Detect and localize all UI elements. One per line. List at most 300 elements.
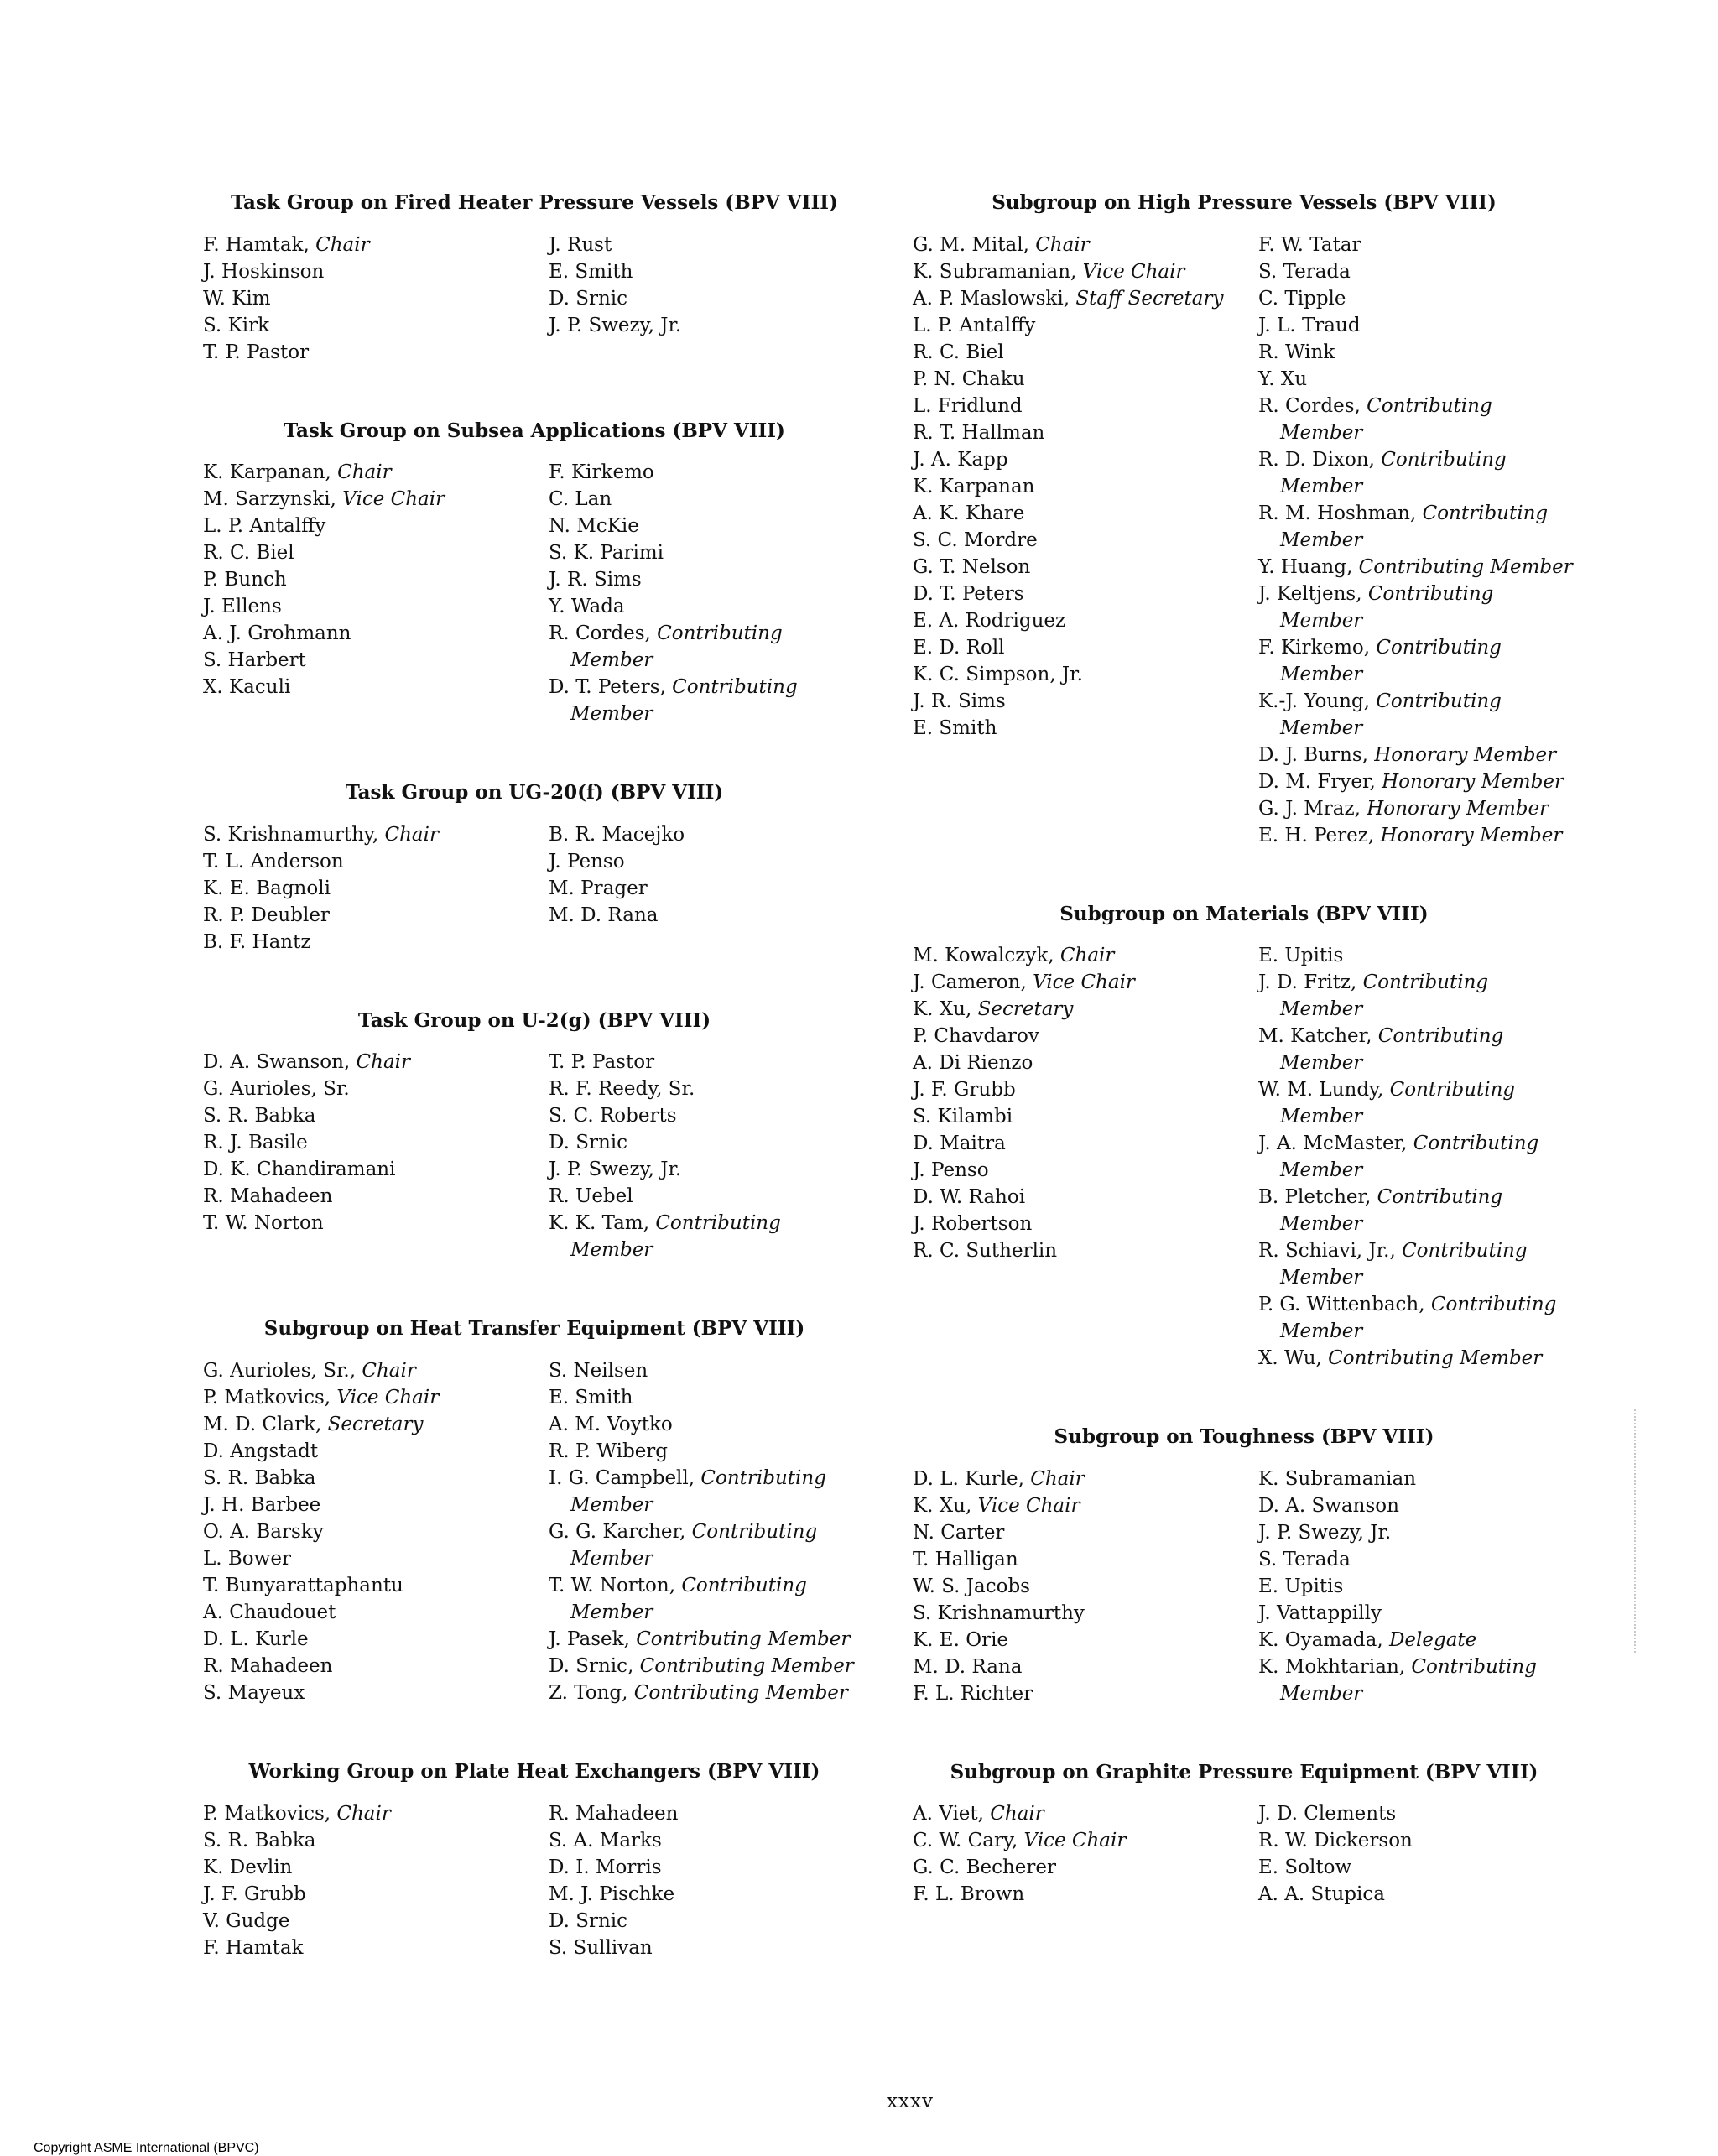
member-name: R. Mahadeen <box>549 1802 679 1825</box>
committee-title: Task Group on U-2(g) (BPV VIII) <box>357 1008 711 1032</box>
member-entry <box>1258 1492 1575 1519</box>
member-role: Chair <box>315 233 370 256</box>
member-entry <box>203 620 549 647</box>
member-name: P. G. Wittenbach <box>1258 1294 1419 1316</box>
member-entry: M. Sarzynski, Vice Chair <box>203 488 445 511</box>
committee-section <box>203 781 866 956</box>
member-name: D. A. Swanson <box>203 1051 344 1074</box>
member-role: Contributing Member <box>1280 1655 1537 1705</box>
member-role: Contributing Member <box>570 676 798 726</box>
member-column <box>1258 1800 1575 1908</box>
member-role: Honorary Member <box>1382 770 1564 793</box>
member-entry: W. M. Lundy, Contributing Member <box>1258 1079 1516 1128</box>
member-entry <box>913 366 1258 393</box>
member-column <box>1258 232 1575 849</box>
member-entry <box>203 1572 549 1599</box>
member-name: S. Mayeux <box>203 1681 305 1704</box>
member-name: S. R. Babka <box>203 1105 316 1127</box>
member-name: S. Sullivan <box>549 1936 653 1959</box>
member-entry <box>549 258 866 285</box>
member-entry <box>913 1854 1258 1881</box>
committee-section <box>913 191 1575 849</box>
member-entry <box>913 1049 1258 1076</box>
member-list <box>913 942 1575 1372</box>
member-entry <box>913 339 1258 366</box>
member-name: R. P. Wiberg <box>549 1440 669 1462</box>
member-entry <box>549 566 866 593</box>
member-entry <box>203 875 549 902</box>
member-entry: Y. Huang, Contributing Member <box>1258 555 1573 578</box>
member-name: Z. Tong <box>549 1681 622 1704</box>
member-name: A. Chaudouet <box>203 1601 336 1623</box>
member-entry <box>203 929 549 956</box>
member-role: Contributing Member <box>1280 690 1502 739</box>
member-name: P. Matkovics <box>203 1386 325 1409</box>
member-name: E. Smith <box>549 1386 633 1409</box>
member-entry <box>1258 312 1575 339</box>
member-entry <box>549 1129 866 1156</box>
member-column <box>1258 942 1575 1372</box>
member-name: R. C. Biel <box>913 341 1004 363</box>
member-entry <box>913 715 1258 742</box>
member-name: J. Pasek <box>549 1627 624 1650</box>
member-list <box>203 821 866 956</box>
member-name: A. Di Rienzo <box>913 1052 1033 1075</box>
member-entry <box>1258 285 1575 312</box>
member-name: T. P. Pastor <box>203 341 310 363</box>
member-role: Vice Chair <box>336 1386 440 1409</box>
member-name: J. Robertson <box>913 1213 1033 1236</box>
member-name: S. Neilsen <box>549 1359 648 1382</box>
member-entry <box>1258 1827 1575 1854</box>
member-name: M. J. Pischke <box>549 1883 675 1905</box>
member-role: Contributing Member <box>1280 1186 1503 1236</box>
member-name: J. F. Grubb <box>203 1883 306 1905</box>
member-name: S. Terada <box>1258 1548 1351 1570</box>
member-name: E. Upitis <box>1258 945 1344 967</box>
member-entry: G. Aurioles, Sr., Chair <box>203 1359 416 1382</box>
member-name: S. R. Babka <box>203 1829 316 1851</box>
member-role: Contributing Member <box>570 1466 826 1516</box>
member-name: R. Cordes <box>1258 394 1355 417</box>
member-entry <box>203 1075 549 1102</box>
member-name: J. D. Clements <box>1258 1803 1397 1825</box>
member-role: Contributing Member <box>570 1212 781 1262</box>
member-role: Contributing Member <box>633 1681 848 1704</box>
member-column <box>549 459 866 727</box>
member-name: D. M. Fryer <box>1258 770 1370 793</box>
member-name: J. Penso <box>549 850 625 872</box>
member-name: E. Upitis <box>1258 1575 1344 1597</box>
member-entry <box>913 1653 1258 1680</box>
member-name: J. H. Barbee <box>203 1493 321 1516</box>
member-role: Secretary <box>977 998 1074 1021</box>
member-name: K. Xu <box>913 1494 966 1517</box>
member-name: D. W. Rahoi <box>913 1186 1026 1209</box>
member-role: Contributing Member <box>639 1654 854 1677</box>
member-name: F. Hamtak <box>203 233 304 256</box>
member-entry <box>913 1680 1258 1707</box>
member-entry: P. G. Wittenbach, Contributing Member <box>1258 1294 1557 1343</box>
member-entry <box>549 593 866 620</box>
member-entry: A. Viet, Chair <box>913 1803 1044 1825</box>
member-name: D. Srnic <box>549 1909 628 1932</box>
member-name: L. P. Antalffy <box>203 515 326 538</box>
member-entry <box>913 607 1258 634</box>
committee-title: Task Group on Fired Heater Pressure Vessels (BPV VIII) <box>231 191 838 214</box>
member-name: B. R. Macejko <box>549 823 685 846</box>
member-entry <box>913 1103 1258 1130</box>
member-name: M. Sarzynski <box>203 488 331 511</box>
member-entry <box>549 821 866 848</box>
member-entry: D. T. Peters, Contributing Member <box>549 676 798 726</box>
member-entry <box>203 513 549 539</box>
member-name: C. Lan <box>549 488 612 511</box>
member-entry <box>549 1384 866 1411</box>
member-role: Chair <box>336 1802 391 1825</box>
member-entry <box>1258 1466 1575 1492</box>
member-role: Honorary Member <box>1367 797 1549 820</box>
member-role: Contributing Member <box>1280 971 1489 1021</box>
member-entry <box>1258 942 1575 969</box>
member-entry: P. Matkovics, Vice Chair <box>203 1386 440 1409</box>
member-role: Chair <box>1035 233 1090 256</box>
member-name: G. G. Karcher <box>549 1520 680 1543</box>
member-entry: J. A. McMaster, Contributing Member <box>1258 1133 1539 1182</box>
member-role: Delegate <box>1388 1628 1477 1651</box>
member-name: L. Fridlund <box>913 394 1023 417</box>
committee-section <box>203 191 866 366</box>
member-name: K. Devlin <box>203 1856 293 1878</box>
member-entry: R. Cordes, Contributing Member <box>549 622 783 672</box>
member-entry <box>203 902 549 929</box>
member-name: J. Ellens <box>203 596 282 618</box>
member-entry <box>913 1076 1258 1103</box>
member-entry <box>913 500 1258 527</box>
member-name: W. M. Lundy <box>1258 1079 1377 1101</box>
member-name: C. W. Cary <box>913 1830 1012 1852</box>
member-entry <box>1258 1519 1575 1546</box>
member-entry <box>549 285 866 312</box>
committee-section <box>913 1425 1575 1707</box>
member-name: O. A. Barsky <box>203 1520 324 1543</box>
member-role: Contributing Member <box>1280 394 1492 444</box>
member-entry <box>1258 366 1575 393</box>
member-name: D. Angstadt <box>203 1440 319 1462</box>
member-entry <box>549 1800 866 1827</box>
member-list <box>203 1049 866 1263</box>
member-name: A. A. Stupica <box>1258 1883 1385 1906</box>
member-entry: J. D. Fritz, Contributing Member <box>1258 971 1489 1021</box>
member-entry <box>203 1438 549 1465</box>
member-name: G. T. Nelson <box>913 555 1031 578</box>
member-role: Contributing Member <box>570 622 783 672</box>
member-entry <box>1258 1800 1575 1827</box>
member-entry <box>913 1211 1258 1237</box>
member-name: F. Kirkemo <box>1258 636 1364 659</box>
member-role: Contributing Member <box>1280 502 1549 551</box>
member-name: K. Karpanan <box>913 475 1035 497</box>
copyright-notice: Copyright ASME International (BPVC) <box>34 2141 259 2155</box>
member-name: J. A. McMaster <box>1258 1133 1402 1155</box>
member-entry: D. J. Burns, Honorary Member <box>1258 743 1557 766</box>
member-name: R. Cordes <box>549 622 645 645</box>
member-entry: C. W. Cary, Vice Chair <box>913 1830 1127 1852</box>
member-name: R. Mahadeen <box>203 1185 333 1208</box>
member-name: G. Aurioles, Sr. <box>203 1078 350 1101</box>
member-role: Chair <box>362 1359 416 1382</box>
member-column <box>549 1800 866 1961</box>
member-name: A. M. Voytko <box>549 1413 673 1435</box>
member-entry <box>203 1183 549 1210</box>
member-entry: K. Xu, Secretary <box>913 998 1074 1021</box>
member-entry: J. Pasek, Contributing Member <box>549 1627 851 1650</box>
member-name: K. Mokhtarian <box>1258 1655 1399 1678</box>
member-name: D. Srnic <box>549 1654 628 1677</box>
member-entry <box>549 1854 866 1881</box>
member-name: J. A. Kapp <box>913 448 1008 471</box>
member-entry <box>203 566 549 593</box>
member-name: K. Karpanan <box>203 461 325 484</box>
member-name: J. R. Sims <box>913 690 1006 712</box>
member-name: K. Subramanian <box>1258 1467 1417 1490</box>
member-role: Vice Chair <box>1033 971 1135 994</box>
member-list <box>203 1357 866 1706</box>
member-name: S. C. Roberts <box>549 1105 677 1127</box>
member-entry <box>549 1935 866 1961</box>
member-role: Chair <box>384 823 439 846</box>
member-entry: F. Kirkemo, Contributing Member <box>1258 636 1502 685</box>
member-entry: M. Katcher, Contributing Member <box>1258 1025 1504 1075</box>
member-name: J. P. Swezy, Jr. <box>549 1159 682 1181</box>
member-entry: K. Mokhtarian, Contributing Member <box>1258 1655 1537 1705</box>
committee-title: Subgroup on Toughness (BPV VIII) <box>1054 1425 1434 1449</box>
member-role: Contributing Member <box>1280 1079 1516 1128</box>
member-name: G. M. Mital <box>913 233 1023 256</box>
member-entry <box>913 1130 1258 1157</box>
member-entry <box>203 1881 549 1908</box>
member-name: B. Pletcher <box>1258 1186 1365 1209</box>
member-entry <box>549 1156 866 1183</box>
member-name: E. Smith <box>913 716 997 739</box>
member-entry <box>913 1881 1258 1908</box>
member-name: E. Soltow <box>1258 1857 1352 1879</box>
member-role: Honorary Member <box>1374 743 1557 766</box>
committee-title: Subgroup on Graphite Pressure Equipment (BPV VIII) <box>950 1760 1538 1784</box>
member-entry <box>1258 1546 1575 1573</box>
member-entry <box>913 1237 1258 1264</box>
member-name: J. L. Traud <box>1258 314 1361 336</box>
member-entry <box>549 1102 866 1129</box>
member-entry: S. Krishnamurthy, Chair <box>203 823 439 846</box>
member-entry: X. Wu, Contributing Member <box>1258 1347 1543 1370</box>
right-column <box>913 191 1575 1961</box>
member-name: K. K. Tam <box>549 1212 643 1235</box>
member-entry: G. J. Mraz, Honorary Member <box>1258 797 1549 820</box>
member-entry: G. M. Mital, Chair <box>913 233 1090 256</box>
member-entry <box>913 634 1258 661</box>
member-name: J. R. Sims <box>549 569 642 591</box>
member-entry <box>549 1075 866 1102</box>
member-name: G. J. Mraz <box>1258 797 1355 820</box>
member-name: J. Hoskinson <box>203 260 325 283</box>
member-name: T. P. Pastor <box>549 1051 655 1074</box>
member-name: V. Gudge <box>203 1909 290 1932</box>
member-entry <box>913 554 1258 581</box>
member-name: Y. Xu <box>1258 367 1308 390</box>
member-entry <box>203 1599 549 1626</box>
member-entry: A. P. Maslowski, Staff Secretary <box>913 287 1224 310</box>
member-name: D. I. Morris <box>549 1856 662 1878</box>
member-name: M. D. Rana <box>913 1655 1023 1678</box>
member-entry: D. A. Swanson, Chair <box>203 1051 411 1074</box>
member-role: Contributing Member <box>1280 636 1502 685</box>
member-list <box>203 1800 866 1961</box>
member-name: S. R. Babka <box>203 1466 316 1489</box>
member-entry <box>913 688 1258 715</box>
member-entry: J. Keltjens, Contributing Member <box>1258 582 1494 632</box>
member-entry: P. Matkovics, Chair <box>203 1802 391 1825</box>
member-column <box>913 1466 1258 1707</box>
member-name: J. F. Grubb <box>913 1079 1016 1101</box>
member-name: I. G. Campbell <box>549 1466 689 1489</box>
member-name: K. Subramanian <box>913 260 1071 283</box>
member-entry <box>549 1411 866 1438</box>
member-role: Contributing Member <box>1280 582 1494 632</box>
member-name: E. D. Roll <box>913 636 1005 659</box>
member-entry: F. Hamtak, Chair <box>203 233 370 256</box>
left-column <box>203 191 866 2015</box>
member-entry <box>203 285 549 312</box>
member-entry <box>203 1679 549 1706</box>
member-entry <box>549 1881 866 1908</box>
member-entry <box>203 1156 549 1183</box>
member-entry <box>549 1438 866 1465</box>
member-name: D. L. Kurle <box>203 1627 309 1650</box>
member-name: R. M. Hoshman <box>1258 502 1410 524</box>
member-entry: K. Subramanian, Vice Chair <box>913 260 1185 283</box>
member-name: J. Penso <box>913 1159 989 1182</box>
member-name: L. Bower <box>203 1547 291 1570</box>
member-column <box>549 821 866 956</box>
member-entry <box>913 473 1258 500</box>
member-role: Contributing Member <box>1358 555 1573 578</box>
member-entry <box>913 1184 1258 1211</box>
member-name: F. Kirkemo <box>549 461 654 484</box>
member-name: D. J. Burns <box>1258 743 1362 766</box>
member-role: Chair <box>1030 1467 1085 1490</box>
member-entry <box>203 1626 549 1653</box>
member-list <box>913 232 1575 849</box>
member-entry <box>203 258 549 285</box>
member-name: N. Carter <box>913 1521 1005 1544</box>
member-name: E. Smith <box>549 260 633 283</box>
member-list <box>203 232 866 366</box>
member-name: R. J. Basile <box>203 1132 308 1154</box>
member-column <box>913 942 1258 1372</box>
committee-title: Subgroup on High Pressure Vessels (BPV VIII) <box>992 191 1497 214</box>
member-role: Chair <box>337 461 392 484</box>
member-name: F. L. Brown <box>913 1883 1025 1906</box>
member-role: Secretary <box>327 1413 424 1435</box>
committee-title: Subgroup on Heat Transfer Equipment (BPV VIII) <box>263 1317 805 1341</box>
member-entry <box>203 339 549 366</box>
member-entry <box>203 1465 549 1492</box>
member-entry: K. Oyamada, Delegate <box>1258 1628 1477 1651</box>
member-list <box>913 1800 1575 1908</box>
member-entry: I. G. Campbell, Contributing Member <box>549 1466 826 1516</box>
member-name: D. Srnic <box>549 287 628 310</box>
member-name: A. P. Maslowski <box>913 287 1064 310</box>
member-name: W. Kim <box>203 287 271 310</box>
member-role: Staff Secretary <box>1075 287 1224 310</box>
member-name: R. Wink <box>1258 341 1335 363</box>
member-name: M. Prager <box>549 877 648 899</box>
member-name: R. Schiavi, Jr. <box>1258 1240 1390 1263</box>
member-name: T. L. Anderson <box>203 850 344 872</box>
member-list <box>203 459 866 727</box>
member-entry <box>549 875 866 902</box>
member-name: P. Bunch <box>203 569 287 591</box>
member-entry <box>203 312 549 339</box>
member-name: D. Srnic <box>549 1132 628 1154</box>
member-name: D. K. Chandiramani <box>203 1159 396 1181</box>
member-entry <box>913 1519 1258 1546</box>
member-name: F. L. Richter <box>913 1682 1033 1705</box>
member-name: X. Wu <box>1258 1347 1316 1370</box>
committee-title: Task Group on UG-20(f) (BPV VIII) <box>345 781 724 805</box>
member-name: B. F. Hantz <box>203 930 311 953</box>
member-name: A. K. Khare <box>913 502 1025 524</box>
member-name: G. C. Becherer <box>913 1857 1056 1879</box>
member-role: Vice Chair <box>342 488 445 511</box>
member-name: R. Uebel <box>549 1185 633 1208</box>
member-name: S. A. Marks <box>549 1829 662 1851</box>
page-number: xxxv <box>887 2091 934 2112</box>
member-entry <box>549 1908 866 1935</box>
member-entry <box>203 1908 549 1935</box>
member-name: E. A. Rodriguez <box>913 609 1066 632</box>
member-entry <box>203 1129 549 1156</box>
member-entry <box>549 848 866 875</box>
member-entry: K. K. Tam, Contributing Member <box>549 1212 781 1262</box>
member-name: D. A. Swanson <box>1258 1494 1399 1517</box>
member-entry <box>1258 1600 1575 1627</box>
member-entry <box>203 1935 549 1961</box>
committee-title: Working Group on Plate Heat Exchangers (BPV VIII) <box>248 1759 820 1783</box>
member-name: R. F. Reedy, Sr. <box>549 1078 695 1101</box>
member-entry: K.-J. Young, Contributing Member <box>1258 690 1502 739</box>
member-name: M. D. Clark <box>203 1413 316 1435</box>
member-name: S. Krishnamurthy <box>913 1601 1085 1624</box>
committee-section <box>913 1761 1575 1909</box>
member-column <box>913 1800 1258 1908</box>
member-entry: D. L. Kurle, Chair <box>913 1467 1085 1490</box>
member-entry <box>549 232 866 258</box>
member-name: A. Viet <box>913 1803 978 1825</box>
member-name: J. P. Swezy, Jr. <box>1258 1521 1392 1544</box>
committee-section <box>203 1317 866 1706</box>
member-entry: E. H. Perez, Honorary Member <box>1258 824 1563 846</box>
member-name: K. Xu <box>913 998 966 1021</box>
member-entry <box>913 1600 1258 1627</box>
member-entry <box>549 486 866 513</box>
member-name: D. Maitra <box>913 1133 1006 1155</box>
member-name: T. W. Norton <box>203 1212 324 1235</box>
member-entry <box>203 1492 549 1518</box>
member-name: X. Kaculi <box>203 676 291 699</box>
member-entry <box>549 1183 866 1210</box>
